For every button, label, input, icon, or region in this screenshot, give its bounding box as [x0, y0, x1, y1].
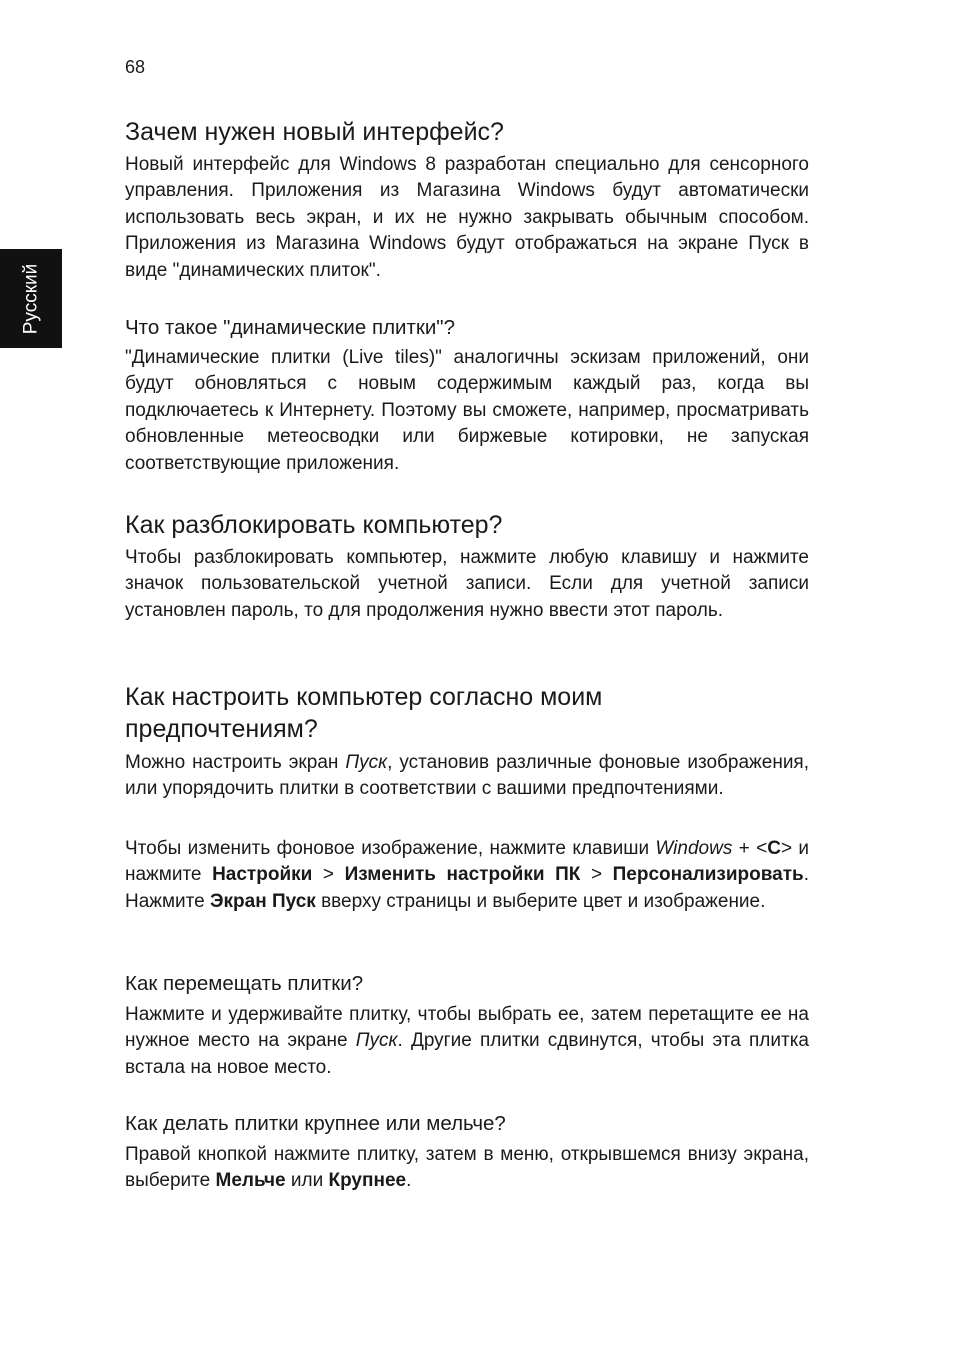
paragraph-live-tiles: "Динамические плитки (Live tiles)" аналогичны эскизам приложений, они будут обновляться с новым содержимым каждый раз, когда вы подключаетесь к Интернету. Поэтому вы сможете, например, просматривать обновленные метеосводки или биржевые котировки, не запуская соответствующие приложения.	[125, 347, 809, 474]
heading-unlock: Как разблокировать компьютер?	[125, 511, 503, 539]
paragraph-resize-tiles: Правой кнопкой нажмите плитку, затем в меню, открывшемся внизу экрана, выберите Мельче или Крупнее.	[125, 1144, 809, 1192]
paragraph-unlock: Чтобы разблокировать компьютер, нажмите любую клавишу и нажмите значок пользовательской учетной записи. Если для учетной записи установлен пароль, то для продолжения нужно ввести этот пароль.	[125, 547, 809, 621]
language-tab	[0, 249, 62, 348]
heading-personalize-line2: предпочтениям?	[125, 715, 318, 743]
heading-resize-tiles: Как делать плитки крупнее или мельче?	[125, 1112, 506, 1135]
heading-move-tiles: Как перемещать плитки?	[125, 972, 364, 995]
paragraph-change-background: Чтобы изменить фоновое изображение, нажмите клавиши Windows + <C> и нажмите Настройки > Изменить настройки ПК > Персонализировать. Нажмите Экран Пуск вверху страницы и выберите цвет и изображение.	[125, 838, 810, 912]
heading-live-tiles: Что такое "динамические плитки"?	[125, 316, 455, 339]
heading-new-interface: Зачем нужен новый интерфейс?	[125, 118, 504, 146]
language-tab-label: Русский	[20, 263, 41, 334]
page-number: 68	[125, 57, 146, 77]
heading-personalize	[125, 681, 809, 745]
heading-personalize-line1: Как настроить компьютер согласно моим	[125, 683, 603, 711]
paragraph-personalize-start: Можно настроить экран Пуск, установив различные фоновые изображения, или упорядочить плитки в соответствии с вашими предпочтениями.	[125, 752, 809, 800]
paragraph-new-interface: Новый интерфейс для Windows 8 разработан специально для сенсорного управления. Приложения из Магазина Windows будут автоматически использовать весь экран, и их не нужно закрывать обычным способом. Приложения из Магазина Windows будут отображаться на экране Пуск в виде "динамических плиток".	[125, 154, 809, 281]
paragraph-move-tiles: Нажмите и удерживайте плитку, чтобы выбрать ее, затем перетащите ее на нужное место на экране Пуск. Другие плитки сдвинутся, чтобы эта плитка встала на новое место.	[125, 1004, 809, 1078]
